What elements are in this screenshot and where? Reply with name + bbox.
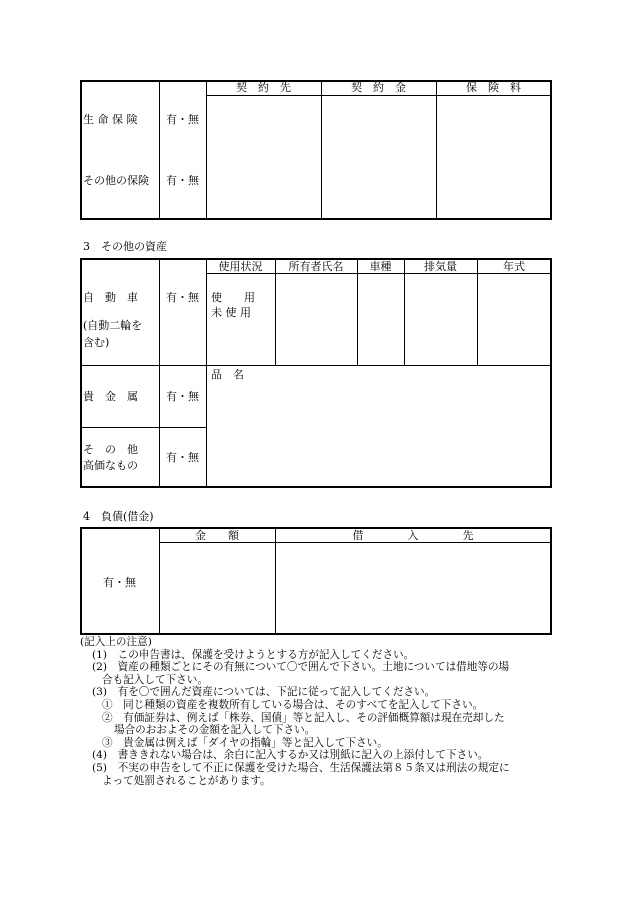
- choice-other-insurance[interactable]: 有・無: [166, 174, 199, 187]
- label-car: 自 動 車: [83, 291, 138, 304]
- label-car-note1: (自動二輪を: [83, 319, 143, 332]
- note-3-1: ① 同じ種類の資産を複数所有している場合は、そのすべてを記入して下さい。: [102, 698, 484, 711]
- header-year: 年式: [503, 260, 525, 273]
- choice-debt[interactable]: 有・無: [103, 576, 136, 589]
- header-contractor: 契 約 先: [236, 81, 291, 94]
- note-4: (4) 書ききれない場合は、余白に記入するか又は別紙に記入の上添付して下さい。: [92, 749, 489, 762]
- note-3-2: ② 有価証券は、例えば「株券、国債」等と記入し、その評価概算額は現在売却した: [102, 711, 505, 724]
- choice-life-insurance[interactable]: 有・無: [166, 113, 199, 126]
- label-other-valuables1: そ の 他: [83, 443, 138, 456]
- section3-title: 3 その他の資産: [83, 240, 167, 253]
- note-5-cont: よって処罰されることがあります。: [102, 774, 271, 787]
- label-precious-metals: 貴 金 属: [83, 390, 138, 403]
- choice-car[interactable]: 有・無: [166, 291, 199, 304]
- section4-title: 4 負債(借金): [83, 510, 154, 523]
- note-3-3: ③ 貴金属は例えば「ダイヤの指輪」等と記入して下さい。: [102, 736, 388, 749]
- header-usage: 使用状況: [218, 260, 263, 273]
- note-1: (1) この申告書は、保護を受けようとする方が記入してください。: [92, 648, 415, 661]
- label-other-valuables2: 高価なもの: [83, 459, 138, 472]
- usage-unused[interactable]: 未 使 用: [211, 306, 251, 319]
- note-3-2-cont: 場合のおおよその金額を記入して下さい。: [114, 724, 316, 737]
- header-displacement: 排気量: [424, 260, 457, 273]
- header-owner: 所有者氏名: [288, 260, 344, 273]
- header-amount: 金 額: [195, 529, 239, 542]
- notes: [80, 636, 510, 787]
- note-2-cont: 合も記入して下さい。: [102, 673, 208, 686]
- notes-heading: (記入上の注意): [80, 636, 152, 648]
- label-other-insurance: その他の保険: [83, 174, 149, 187]
- note-3: (3) 有を〇で囲んだ資産については、下記に従って記入してください。: [92, 686, 436, 699]
- choice-precious-metals[interactable]: 有・無: [166, 390, 199, 403]
- header-premium: 保 険 料: [466, 81, 521, 94]
- header-model: 車種: [369, 260, 392, 273]
- note-5: (5) 不実の申告をして不正に保護を受けた場合、生活保護法第８５条又は刑法の規定に: [92, 761, 510, 774]
- header-lender: 借 入 先: [352, 529, 474, 542]
- usage-used[interactable]: 使 用: [211, 291, 255, 304]
- label-car-note2: 含む): [83, 336, 110, 349]
- note-2: (2) 資産の種類ごとにその有無について〇で囲んで下さい。土地については借地等の場: [92, 661, 510, 674]
- choice-other-valuables[interactable]: 有・無: [166, 451, 199, 464]
- header-contract-amount: 契 約 金: [351, 81, 406, 94]
- label-life-insurance: 生 命 保 険: [83, 113, 138, 126]
- item-name-label: 品 名: [211, 368, 244, 381]
